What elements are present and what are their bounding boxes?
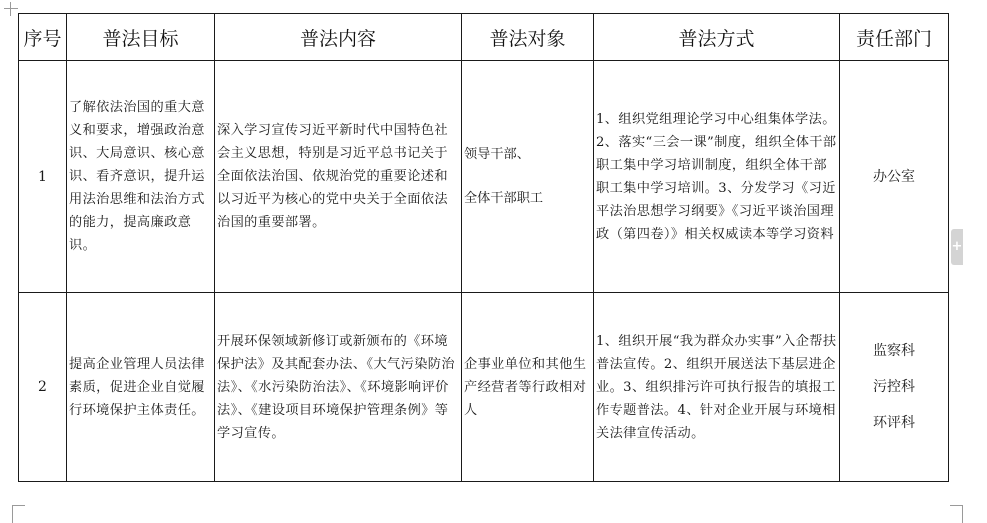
content-text: 开展环保领域新修订或新颁布的《环境保护法》及其配套办法、《大气污染防治法》、《水污染防治法》、《环境影响评价法》、《建设项目环境保护管理条例》等学习宣传。 [217, 333, 455, 441]
audience-cell [462, 293, 594, 482]
method-cell [594, 61, 840, 293]
department-text: 监察科 [873, 343, 915, 359]
audience-text: 企事业单位和其他生产经营者等行政相对人 [464, 356, 587, 418]
page-corner-mark-bottom-left [12, 505, 25, 523]
row-index: 2 [19, 293, 67, 482]
method-text: 1、组织开展“我为群众办实事”入企帮扶普法宣传。2、组织开展送法下基层进企业。3、组织排污许可执行报告的填报工作专题普法。4、针对企业开展与环境相关法律宣传活动。 [596, 333, 837, 441]
audience-text: 领导干部、 [464, 146, 530, 162]
table-header-row [19, 14, 949, 61]
law-education-table [18, 13, 949, 482]
goal-cell [67, 61, 215, 293]
header-content: 普法内容 [215, 14, 462, 61]
method-cell [594, 293, 840, 482]
department-text: 污控科 [873, 379, 915, 395]
corner-cross-mark [4, 2, 18, 16]
audience-cell [462, 61, 594, 293]
header-department: 责任部门 [840, 14, 949, 61]
department-text: 环评科 [873, 415, 915, 431]
header-goal: 普法目标 [67, 14, 215, 61]
table-row [19, 61, 949, 293]
header-index: 序号 [19, 14, 67, 61]
goal-text: 提高企业管理人员法律素质，促进企业自觉履行环境保护主体责任。 [69, 356, 205, 418]
content-cell [215, 61, 462, 293]
department-cell [840, 293, 949, 482]
header-method: 普法方式 [594, 14, 840, 61]
goal-cell [67, 293, 215, 482]
table-row [19, 293, 949, 482]
content-cell [215, 293, 462, 482]
department-text: 办公室 [873, 168, 915, 185]
header-audience: 普法对象 [462, 14, 594, 61]
goal-text: 了解依法治国的重大意义和要求，增强政治意识、大局意识、核心意识、看齐意识，提升运用法治思维和法治方式的能力，提高廉政意识。 [69, 100, 205, 253]
department-cell [840, 61, 949, 293]
method-text: 1、组织党组理论学习中心组集体学法。2、落实“三会一课”制度，组织全体干部职工集中学习培训制度，组织全体干部职工集中学习培训。3、分发学习《习近平法治思想学习纲要》《习近平谈治国理政（第四卷）》相关权威读本等学习资料 [596, 111, 837, 242]
audience-text: 全体干部职工 [464, 190, 544, 206]
page-corner-mark-bottom-right [950, 505, 963, 523]
content-text: 深入学习宣传习近平新时代中国特色社会主义思想，特别是习近平总书记关于全面依法治国、依规治党的重要论述和以习近平为核心的党中央关于全面依法治国的重要部署。 [217, 123, 448, 230]
expand-tab-button[interactable]: + [951, 229, 963, 265]
row-index: 1 [19, 61, 67, 293]
